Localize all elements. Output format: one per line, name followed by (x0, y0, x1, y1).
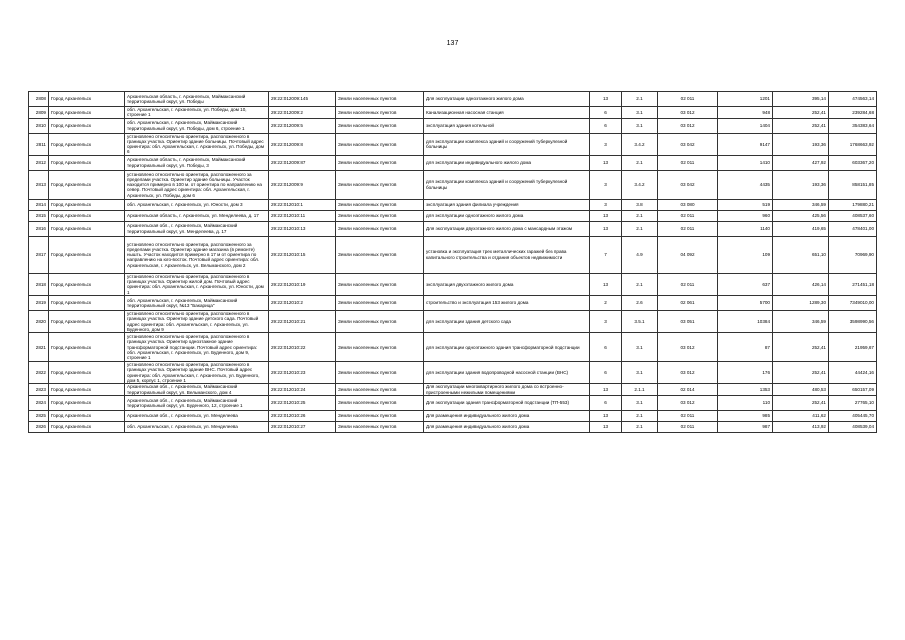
cadastral-value-cell: 405445,70 (829, 410, 877, 421)
land-category-cell: Земли населенных пунктов (336, 295, 424, 310)
zone-cell: 13 (590, 155, 622, 170)
unit-price-cell: 346,59 (773, 310, 829, 332)
group-cell: 3.5.1 (622, 310, 658, 332)
land-category-cell: Земли населенных пунктов (336, 362, 424, 384)
table-row (29, 199, 877, 210)
table-row (29, 295, 877, 310)
group-cell: 2.1 (622, 221, 658, 236)
row-number: 2826 (29, 421, 49, 432)
cadastral-value-cell: 44424,16 (829, 362, 877, 384)
table-row (29, 362, 877, 384)
land-category-cell: Земли населенных пунктов (336, 236, 424, 273)
address-cell: установлено относительно ориентира, расположенного в границах участка. Ориентир жилой дом. Почтовый адрес ориентира: обл. Архангельская, г. Архангельск, ул. Юности, дом 1 (125, 273, 269, 295)
address-cell: обл. Архангельская, г. Архангельск, Маймаксанский территориальный округ, №13 "Бакарица" (125, 295, 269, 310)
use-code-cell: 02 011 (658, 210, 718, 221)
city-cell: Город Архангельск (49, 221, 125, 236)
row-number: 2818 (29, 273, 49, 295)
zone-cell: 13 (590, 210, 622, 221)
use-code-cell: 03 042 (658, 170, 718, 199)
permitted-use-cell: эксплуатация здания филиала учреждения (424, 199, 590, 210)
group-cell: 3.8 (622, 199, 658, 210)
address-cell: установлено относительно ориентира, расположенного в границах участка. Ориентир здание ВНС. Почтовый адрес ориентира: обл. Архангельская, г. Архангельск, ул. Буденного, дом 5, корпус 1, строение 1 (125, 362, 269, 384)
cadastral-value-cell: 3598990,56 (829, 310, 877, 332)
group-cell: 2.1 (622, 92, 658, 107)
city-cell: Город Архангельск (49, 92, 125, 107)
land-category-cell: Земли населенных пунктов (336, 384, 424, 396)
unit-price-cell: 346,59 (773, 199, 829, 210)
area-cell: 985 (718, 410, 773, 421)
address-cell: Архангельская область, г. Архангельск, Маймаксанский территориальный округ, ул. Победы, 3 (125, 155, 269, 170)
unit-price-cell: 480,53 (773, 384, 829, 396)
permitted-use-cell: эксплуатация здания котельной (424, 118, 590, 133)
group-cell: 2.1 (622, 210, 658, 221)
group-cell: 2.1.1 (622, 384, 658, 396)
row-number: 2820 (29, 310, 49, 332)
city-cell: Город Архангельск (49, 155, 125, 170)
table-row (29, 118, 877, 133)
row-number: 2817 (29, 236, 49, 273)
row-number: 2809 (29, 107, 49, 119)
zone-cell: 6 (590, 362, 622, 384)
table-row (29, 395, 877, 410)
row-number: 2821 (29, 333, 49, 362)
area-cell: 110 (718, 395, 773, 410)
use-code-cell: 02 061 (658, 295, 718, 310)
zone-cell: 3 (590, 310, 622, 332)
cadastral-number-cell: 29:22:012010:1 (269, 199, 336, 210)
address-cell: Архангельская область, г. Архангельск, ул. Менделеева, д. 17 (125, 210, 269, 221)
permitted-use-cell: Канализационная насосная станция (424, 107, 590, 119)
use-code-cell: 03 042 (658, 133, 718, 155)
area-cell: 637 (718, 273, 773, 295)
permitted-use-cell: для эксплуатации здания водопроводной насосной станции (ВНС) (424, 362, 590, 384)
unit-price-cell: 411,62 (773, 410, 829, 421)
cadastral-value-cell: 7349010,00 (829, 295, 877, 310)
use-code-cell: 02 011 (658, 221, 718, 236)
group-cell: 2.1 (622, 410, 658, 421)
cadastral-number-cell: 29:22:012009:87 (269, 155, 336, 170)
group-cell: 2.1 (622, 273, 658, 295)
address-cell: обл. Архангельская, г. Архангельск, ул. Юности, дом 3 (125, 199, 269, 210)
zone-cell: 2 (590, 295, 622, 310)
permitted-use-cell: для эксплуатации комплекса зданий и сооружений туберкулезной больницы (424, 133, 590, 155)
city-cell: Город Архангельск (49, 310, 125, 332)
area-cell: 1353 (718, 384, 773, 396)
address-cell: обл. Архангельская, г. Архангельск, ул. Менделеева (125, 421, 269, 432)
row-number: 2815 (29, 210, 49, 221)
row-number: 2814 (29, 199, 49, 210)
cadastral-value-cell: 70969,90 (829, 236, 877, 273)
cadastral-number-cell: 29:22:012009:9 (269, 170, 336, 199)
area-cell: 1410 (718, 155, 773, 170)
zone-cell: 13 (590, 384, 622, 396)
cadastral-number-cell: 29:22:012010:24 (269, 384, 336, 396)
table-row (29, 310, 877, 332)
city-cell: Город Архангельск (49, 421, 125, 432)
table-body (29, 92, 877, 433)
group-cell: 3.4.2 (622, 133, 658, 155)
table-row (29, 221, 877, 236)
area-cell: 519 (718, 199, 773, 210)
cadastral-number-cell: 29:22:012010:11 (269, 210, 336, 221)
area-cell: 1404 (718, 118, 773, 133)
group-cell: 3.1 (622, 333, 658, 362)
use-code-cell: 04 092 (658, 236, 718, 273)
unit-price-cell: 252,41 (773, 333, 829, 362)
unit-price-cell: 252,41 (773, 118, 829, 133)
zone-cell: 3 (590, 199, 622, 210)
group-cell: 3.4.2 (622, 170, 658, 199)
city-cell: Город Архангельск (49, 410, 125, 421)
permitted-use-cell: для эксплуатации индивидуального жилого дома (424, 155, 590, 170)
table-row (29, 107, 877, 119)
row-number: 2811 (29, 133, 49, 155)
cadastral-number-cell: 29:22:012010:19 (269, 273, 336, 295)
city-cell: Город Архангельск (49, 133, 125, 155)
address-cell: Архангельская обл., г. Архангельск, Маймаксанский территориальный округ, ул. Менделеева, д. 17 (125, 221, 269, 236)
group-cell: 2.6 (622, 295, 658, 310)
permitted-use-cell: для эксплуатации здания детского сада (424, 310, 590, 332)
area-cell: 1140 (718, 221, 773, 236)
cadastral-number-cell: 29:22:012010:27 (269, 421, 336, 432)
area-cell: 948 (718, 107, 773, 119)
zone-cell: 6 (590, 107, 622, 119)
row-number: 2819 (29, 295, 49, 310)
address-cell: Архангельская обл., г. Архангельск, Маймаксанский территориальный округ, ул. Буденного, 12, строение 1 (125, 395, 269, 410)
group-cell: 3.1 (622, 395, 658, 410)
area-cell: 109 (718, 236, 773, 273)
unit-price-cell: 252,41 (773, 395, 829, 410)
cadastral-number-cell: 29:22:012010:23 (269, 362, 336, 384)
zone-cell: 3 (590, 133, 622, 155)
area-cell: 176 (718, 362, 773, 384)
address-cell: установлено относительно ориентира, расположенного в границах участка. Ориентир здание больницы. Почтовый адрес ориентира: обл. Архангельская, г. Архангельск, ул. Победы, дом 6 (125, 133, 269, 155)
table-row (29, 236, 877, 273)
permitted-use-cell: установка и эксплуатация трех металлических гаражей без права капитального строительства и отдания объектов недвижимости (424, 236, 590, 273)
row-number: 2822 (29, 362, 49, 384)
group-cell: 2.1 (622, 155, 658, 170)
city-cell: Город Архангельск (49, 118, 125, 133)
row-number: 2825 (29, 410, 49, 421)
cadastral-value-cell: 858151,85 (829, 170, 877, 199)
land-category-cell: Земли населенных пунктов (336, 221, 424, 236)
unit-price-cell: 1289,30 (773, 295, 829, 310)
permitted-use-cell: для эксплуатации комплекса зданий и сооружений туберкулезной больницы (424, 170, 590, 199)
land-category-cell: Земли населенных пунктов (336, 210, 424, 221)
area-cell: 10384 (718, 310, 773, 332)
cadastral-value-cell: 271451,18 (829, 273, 877, 295)
zone-cell: 13 (590, 221, 622, 236)
land-category-cell: Земли населенных пунктов (336, 92, 424, 107)
use-code-cell: 03 012 (658, 118, 718, 133)
use-code-cell: 03 080 (658, 199, 718, 210)
unit-price-cell: 252,41 (773, 107, 829, 119)
row-number: 2813 (29, 170, 49, 199)
area-cell: 5700 (718, 295, 773, 310)
zone-cell: 6 (590, 118, 622, 133)
row-number: 2812 (29, 155, 49, 170)
cadastral-number-cell: 29:22:012010:2 (269, 295, 336, 310)
cadastral-value-cell: 354383,64 (829, 118, 877, 133)
group-cell: 3.1 (622, 107, 658, 119)
land-category-cell: Земли населенных пунктов (336, 395, 424, 410)
use-code-cell: 03 012 (658, 333, 718, 362)
use-code-cell: 03 012 (658, 362, 718, 384)
cadastral-number-cell: 29:22:012010:15 (269, 236, 336, 273)
land-category-cell: Земли населенных пунктов (336, 170, 424, 199)
land-category-cell: Земли населенных пунктов (336, 421, 424, 432)
land-category-cell: Земли населенных пунктов (336, 107, 424, 119)
zone-cell: 13 (590, 92, 622, 107)
use-code-cell: 03 012 (658, 107, 718, 119)
land-category-cell: Земли населенных пунктов (336, 118, 424, 133)
city-cell: Город Архангельск (49, 395, 125, 410)
permitted-use-cell: Для эксплуатации многоквартирного жилого дома со встроенно-пристроенными нежилыми помещениями (424, 384, 590, 396)
zone-cell: 13 (590, 273, 622, 295)
group-cell: 4.9 (622, 236, 658, 273)
cadastral-number-cell: 29:22:012009:8 (269, 133, 336, 155)
land-category-cell: Земли населенных пунктов (336, 410, 424, 421)
use-code-cell: 02 011 (658, 421, 718, 432)
use-code-cell: 03 012 (658, 395, 718, 410)
city-cell: Город Архангельск (49, 362, 125, 384)
cadastral-number-cell: 29:22:012009:2 (269, 107, 336, 119)
use-code-cell: 02 011 (658, 410, 718, 421)
address-cell: установлено относительно ориентира, расположенного за пределами участка. Ориентир здание больницы. Участок находится примерно в 100 м. от ориентира по направлению на север. Почтовый адрес ориентира: обл. Архангельская, г. Архангельск, ул. Победы, дом 6 (125, 170, 269, 199)
cadastral-value-cell: 408539,04 (829, 421, 877, 432)
use-code-cell: 02 011 (658, 92, 718, 107)
use-code-cell: 02 011 (658, 155, 718, 170)
unit-price-cell: 419,65 (773, 221, 829, 236)
row-number: 2808 (29, 92, 49, 107)
unit-price-cell: 426,14 (773, 273, 829, 295)
address-cell: установлено относительно ориентира, расположенного за пределами участка. Ориентир здание магазина (в ремонте) нышть. Участок находится примерно в 17 м от ориентира по направлению на юго-восток. Почтовый адрес ориентира: обл. Архангельская, г. Архангельск, ул. Вельманского, дом 2 (125, 236, 269, 273)
address-cell: обл. Архангельская, г. Архангельск, ул. Победы, дом 10, строение 1 (125, 107, 269, 119)
address-cell: установлено относительно ориентира, расположенного в границах участка. Ориентир одноэтажное здание трансформаторной подстанции. Почтовый адрес ориентира: обл. Архангельская, г. Архангельск, ул. Буденного, дом 9, строение 1 (125, 333, 269, 362)
city-cell: Город Архангельск (49, 295, 125, 310)
city-cell: Город Архангельск (49, 199, 125, 210)
area-cell: 4435 (718, 170, 773, 199)
cadastral-number-cell: 29:22:012009:145 (269, 92, 336, 107)
table-row (29, 384, 877, 396)
address-cell: Архангельская обл., г. Архангельск, Маймаксанский территориальный округ, ул. Вельманского, дом 4 (125, 384, 269, 396)
group-cell: 2.1 (622, 421, 658, 432)
zone-cell: 7 (590, 236, 622, 273)
land-category-cell: Земли населенных пунктов (336, 199, 424, 210)
area-cell: 960 (718, 210, 773, 221)
unit-price-cell: 427,92 (773, 155, 829, 170)
area-cell: 987 (718, 421, 773, 432)
cadastral-number-cell: 29:22:012010:21 (269, 310, 336, 332)
area-cell: 1201 (718, 92, 773, 107)
cadastral-value-cell: 239284,68 (829, 107, 877, 119)
table-row (29, 133, 877, 155)
use-code-cell: 03 051 (658, 310, 718, 332)
cadastral-number-cell: 29:22:012009:5 (269, 118, 336, 133)
land-category-cell: Земли населенных пунктов (336, 133, 424, 155)
permitted-use-cell: Для эксплуатации двухэтажного жилого дома с мансардным этажом (424, 221, 590, 236)
address-cell: установлено относительно ориентира, расположенного в границах участка. Ориентир здание детского сада. Почтовый адрес ориентира: обл. Архангельская, г. Архангельск, ул. Буденного, дом 9 (125, 310, 269, 332)
unit-price-cell: 395,14 (773, 92, 829, 107)
table-row (29, 170, 877, 199)
cadastral-number-cell: 29:22:012010:25 (269, 395, 336, 410)
address-cell: Архангельская обл., г. Архангельск, ул. Менделеева (125, 410, 269, 421)
unit-price-cell: 651,10 (773, 236, 829, 273)
group-cell: 3.1 (622, 362, 658, 384)
cadastral-number-cell: 29:22:012010:26 (269, 410, 336, 421)
permitted-use-cell: строительство и эксплуатация 153 жилого дома (424, 295, 590, 310)
table-row (29, 333, 877, 362)
cadastral-value-cell: 474563,14 (829, 92, 877, 107)
cadastral-value-cell: 21959,67 (829, 333, 877, 362)
land-category-cell: Земли населенных пунктов (336, 155, 424, 170)
cadastral-number-cell: 29:22:012010:22 (269, 333, 336, 362)
permitted-use-cell: для эксплуатации одноэтажного жилого дома (424, 210, 590, 221)
table-row (29, 273, 877, 295)
permitted-use-cell: Для размещения индивидуального жилого дома (424, 410, 590, 421)
table-row (29, 421, 877, 432)
city-cell: Город Архангельск (49, 236, 125, 273)
cadastral-value-cell: 603367,20 (829, 155, 877, 170)
page-number: 137 (446, 40, 459, 47)
row-number: 2824 (29, 395, 49, 410)
table-row (29, 92, 877, 107)
area-cell: 87 (718, 333, 773, 362)
permitted-use-cell: Для эксплуатации здания трансформаторной подстанции (ТП-553) (424, 395, 590, 410)
unit-price-cell: 193,36 (773, 133, 829, 155)
area-cell: 9147 (718, 133, 773, 155)
row-number: 2823 (29, 384, 49, 396)
address-cell: обл. Архангельская, г. Архангельск, Маймаксанский территориальный округ, ул. Победы, дом 6, строение 1 (125, 118, 269, 133)
city-cell: Город Архангельск (49, 170, 125, 199)
row-number: 2810 (29, 118, 49, 133)
city-cell: Город Архангельск (49, 210, 125, 221)
table-row (29, 210, 877, 221)
permitted-use-cell: для эксплуатации одноэтажного здания трансформаторной подстанции (424, 333, 590, 362)
use-code-cell: 02 011 (658, 273, 718, 295)
zone-cell: 3 (590, 170, 622, 199)
cadastral-value-cell: 179880,21 (829, 199, 877, 210)
permitted-use-cell: эксплуатация двухэтажного жилого дома (424, 273, 590, 295)
city-cell: Город Архангельск (49, 333, 125, 362)
city-cell: Город Архангельск (49, 107, 125, 119)
land-category-cell: Земли населенных пунктов (336, 273, 424, 295)
table-row (29, 410, 877, 421)
use-code-cell: 02 014 (658, 384, 718, 396)
address-cell: Архангельская область, г. Архангельск, Маймаксанский территориальный округ, ул. Победы (125, 92, 269, 107)
zone-cell: 6 (590, 333, 622, 362)
cadastral-value-cell: 27765,10 (829, 395, 877, 410)
permitted-use-cell: Для эксплуатации одноэтажного жилого дома (424, 92, 590, 107)
cadastral-value-cell: 478401,00 (829, 221, 877, 236)
group-cell: 3.1 (622, 118, 658, 133)
city-cell: Город Архангельск (49, 384, 125, 396)
land-category-cell: Земли населенных пунктов (336, 310, 424, 332)
cadastral-value-cell: 650157,09 (829, 384, 877, 396)
unit-price-cell: 193,36 (773, 170, 829, 199)
land-category-cell: Земли населенных пунктов (336, 333, 424, 362)
table-row (29, 155, 877, 170)
permitted-use-cell: Для размещения индивидуального жилого дома (424, 421, 590, 432)
unit-price-cell: 252,41 (773, 362, 829, 384)
zone-cell: 13 (590, 410, 622, 421)
cadastral-value-cell: 408537,60 (829, 210, 877, 221)
cadastral-number-cell: 29:22:012010:13 (269, 221, 336, 236)
cadastral-value-table (28, 91, 877, 433)
zone-cell: 13 (590, 421, 622, 432)
row-number: 2816 (29, 221, 49, 236)
unit-price-cell: 413,92 (773, 421, 829, 432)
unit-price-cell: 425,56 (773, 210, 829, 221)
cadastral-value-cell: 1768663,92 (829, 133, 877, 155)
city-cell: Город Архангельск (49, 273, 125, 295)
zone-cell: 6 (590, 395, 622, 410)
